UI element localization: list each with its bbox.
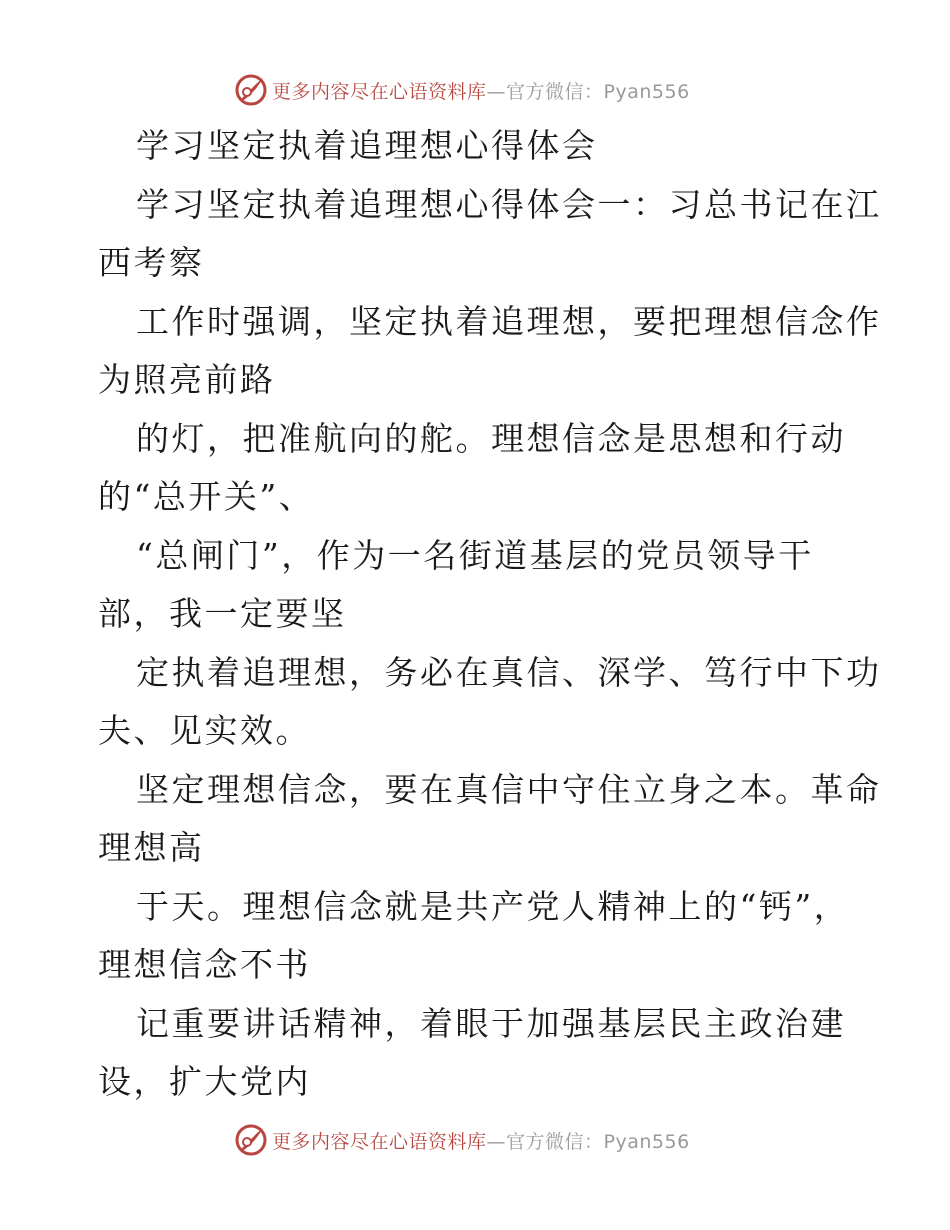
paragraph-line: 为照亮前路 (98, 360, 276, 399)
quill-logo-icon (234, 1123, 268, 1157)
banner-brand: 更多内容尽在心语资料库 (272, 80, 487, 103)
banner-separator: — (486, 80, 507, 103)
paragraph-line: 学习坚定执着追理想心得体会一：习总书记在江 (136, 184, 882, 224)
banner-wechat: 官方微信：Pyan556 (506, 80, 690, 103)
paragraph-line: 记重要讲话精神，着眼于加强基层民主政治建 (136, 1003, 846, 1043)
paragraph-line: 于天。理想信念就是共产党人精神上的“钙”， (136, 886, 850, 926)
header-banner (234, 70, 690, 110)
footer-banner (234, 1120, 690, 1160)
paragraph-line: 理想高 (98, 828, 205, 867)
banner-text (272, 1127, 690, 1154)
quill-logo-icon (234, 73, 268, 107)
paragraph-line: 坚定理想信念，要在真信中守住立身之本。革命 (136, 769, 882, 809)
paragraph-line: 理想信念不书 (98, 945, 311, 984)
document-body (98, 122, 882, 1117)
banner-wechat: 官方微信：Pyan556 (506, 1130, 690, 1153)
paragraph-line: 的灯，把准航向的舵。理想信念是思想和行动 (136, 418, 846, 458)
paragraph-line: 西考察 (98, 243, 205, 282)
paragraph-line: 部，我一定要坚 (98, 594, 347, 633)
banner-brand: 更多内容尽在心语资料库 (272, 1130, 487, 1153)
paragraph-line: 夫、见实效。 (98, 711, 311, 750)
banner-text (272, 77, 690, 104)
paragraph-line: 的“总开关”、 (98, 477, 315, 516)
paragraph-line: 设，扩大党内 (98, 1062, 311, 1101)
banner-separator: — (486, 1130, 507, 1153)
document-title: 学习坚定执着追理想心得体会 (136, 126, 598, 165)
paragraph-line: 定执着追理想，务必在真信、深学、笃行中下功 (136, 652, 882, 692)
paragraph-line: “总闸门”，作为一名街道基层的党员领导干 (136, 535, 814, 575)
paragraph-line: 工作时强调，坚定执着追理想，要把理想信念作 (136, 301, 882, 341)
